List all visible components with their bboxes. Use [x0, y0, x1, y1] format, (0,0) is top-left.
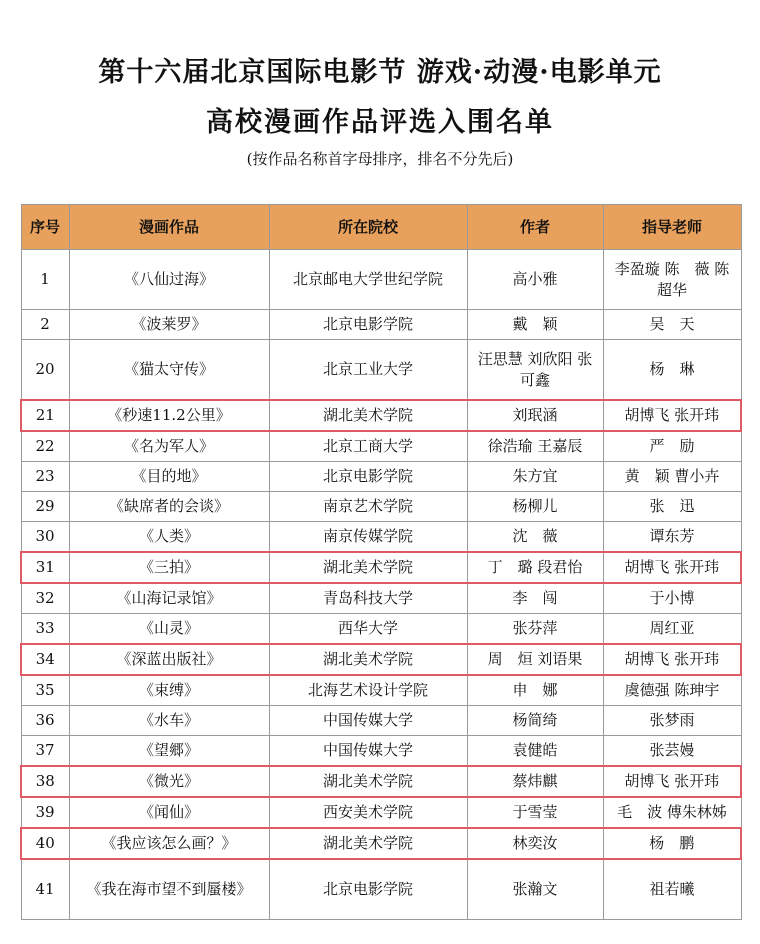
row-school: 北京工业大学	[269, 340, 467, 401]
row-author: 戴 颖	[467, 310, 603, 340]
row-work: 《闻仙》	[69, 797, 269, 828]
row-author: 沈 薇	[467, 522, 603, 553]
row-work: 《八仙过海》	[69, 250, 269, 310]
row-school: 北海艺术设计学院	[269, 675, 467, 706]
table-body	[21, 250, 741, 920]
column-header-work: 漫画作品	[69, 205, 269, 250]
row-work: 《三拍》	[69, 552, 269, 583]
column-header-number: 序号	[21, 205, 69, 250]
row-school: 北京工商大学	[269, 431, 467, 462]
table-row	[21, 706, 741, 736]
row-work: 《波莱罗》	[69, 310, 269, 340]
row-advisor: 张 迅	[603, 492, 741, 522]
row-advisor: 张梦雨	[603, 706, 741, 736]
row-number: 33	[21, 614, 69, 645]
page-subtitle-heading: 高校漫画作品评选入围名单	[206, 107, 554, 138]
row-work: 《微光》	[69, 766, 269, 797]
row-work: 《深蓝出版社》	[69, 644, 269, 675]
row-school: 湖北美术学院	[269, 644, 467, 675]
column-header-author: 作者	[467, 205, 603, 250]
row-work: 《缺席者的会谈》	[69, 492, 269, 522]
row-number: 29	[21, 492, 69, 522]
table-row	[21, 431, 741, 462]
table-row	[21, 583, 741, 614]
row-school: 中国传媒大学	[269, 706, 467, 736]
row-number: 35	[21, 675, 69, 706]
row-author: 杨柳儿	[467, 492, 603, 522]
row-work: 《我在海市望不到蜃楼》	[69, 859, 269, 920]
table-row	[21, 797, 741, 828]
row-author: 蔡炜麒	[467, 766, 603, 797]
row-advisor: 吴 天	[603, 310, 741, 340]
row-number: 38	[21, 766, 69, 797]
page-title: 第十六届北京国际电影节 游戏·动漫·电影单元	[98, 57, 662, 88]
row-advisor: 李盈璇 陈 薇 陈超华	[603, 250, 741, 310]
row-number: 32	[21, 583, 69, 614]
row-author: 林奕汝	[467, 828, 603, 859]
row-author: 杨简绮	[467, 706, 603, 736]
row-work: 《我应该怎么画？》	[69, 828, 269, 859]
row-work: 《望郷》	[69, 736, 269, 767]
row-number: 39	[21, 797, 69, 828]
row-number: 31	[21, 552, 69, 583]
table-row	[21, 250, 741, 310]
table-row	[21, 310, 741, 340]
row-author: 高小雅	[467, 250, 603, 310]
row-number: 40	[21, 828, 69, 859]
row-school: 北京电影学院	[269, 310, 467, 340]
row-school: 西华大学	[269, 614, 467, 645]
page-bottom-edge	[20, 935, 740, 944]
table-row	[21, 340, 741, 401]
row-advisor: 张芸嫚	[603, 736, 741, 767]
row-advisor: 胡博飞 张开玮	[603, 644, 741, 675]
row-author: 周 烜 刘语果	[467, 644, 603, 675]
row-advisor: 杨 琳	[603, 340, 741, 401]
row-advisor: 胡博飞 张开玮	[603, 400, 741, 431]
table-row	[21, 766, 741, 797]
row-advisor: 谭东芳	[603, 522, 741, 553]
row-author: 刘珉涵	[467, 400, 603, 431]
row-author: 徐浩瑜 王嘉辰	[467, 431, 603, 462]
shortlist-table	[20, 204, 742, 920]
row-number: 1	[21, 250, 69, 310]
row-author: 于雪莹	[467, 797, 603, 828]
row-advisor: 胡博飞 张开玮	[603, 766, 741, 797]
row-advisor: 胡博飞 张开玮	[603, 552, 741, 583]
table-row	[21, 462, 741, 492]
row-number: 21	[21, 400, 69, 431]
row-advisor: 周红亚	[603, 614, 741, 645]
row-school: 湖北美术学院	[269, 400, 467, 431]
row-school: 北京电影学院	[269, 462, 467, 492]
table-row	[21, 859, 741, 920]
row-author: 丁 璐 段君怡	[467, 552, 603, 583]
table-header-row	[21, 205, 741, 250]
row-work: 《名为军人》	[69, 431, 269, 462]
row-advisor: 黄 颖 曹小卉	[603, 462, 741, 492]
row-school: 北京电影学院	[269, 859, 467, 920]
row-author: 李 闯	[467, 583, 603, 614]
row-number: 34	[21, 644, 69, 675]
row-number: 2	[21, 310, 69, 340]
row-work: 《山灵》	[69, 614, 269, 645]
row-school: 湖北美术学院	[269, 766, 467, 797]
table-row	[21, 614, 741, 645]
table-row	[21, 675, 741, 706]
table-row	[21, 492, 741, 522]
row-advisor: 虞德强 陈珅宇	[603, 675, 741, 706]
table-row	[21, 828, 741, 859]
row-school: 中国传媒大学	[269, 736, 467, 767]
row-school: 南京艺术学院	[269, 492, 467, 522]
table-row	[21, 522, 741, 553]
row-number: 20	[21, 340, 69, 401]
row-school: 湖北美术学院	[269, 552, 467, 583]
row-school: 西安美术学院	[269, 797, 467, 828]
row-number: 23	[21, 462, 69, 492]
row-advisor: 祖若曦	[603, 859, 741, 920]
row-number: 30	[21, 522, 69, 553]
row-advisor: 于小博	[603, 583, 741, 614]
row-author: 张瀚文	[467, 859, 603, 920]
row-author: 申 娜	[467, 675, 603, 706]
row-work: 《猫太守传》	[69, 340, 269, 401]
row-number: 22	[21, 431, 69, 462]
sort-note: (按作品名称首字母排序，排名不分先后)	[246, 150, 514, 168]
column-header-school: 所在院校	[269, 205, 467, 250]
row-school: 青岛科技大学	[269, 583, 467, 614]
row-author: 张芬萍	[467, 614, 603, 645]
table-row	[21, 552, 741, 583]
row-number: 36	[21, 706, 69, 736]
row-school: 湖北美术学院	[269, 828, 467, 859]
row-work: 《束缚》	[69, 675, 269, 706]
table-row	[21, 644, 741, 675]
row-work: 《水车》	[69, 706, 269, 736]
row-work: 《人类》	[69, 522, 269, 553]
row-work: 《目的地》	[69, 462, 269, 492]
row-number: 37	[21, 736, 69, 767]
row-school: 南京传媒学院	[269, 522, 467, 553]
row-author: 汪思慧 刘欣阳 张可鑫	[467, 340, 603, 401]
row-author: 朱方宜	[467, 462, 603, 492]
row-author: 袁健皓	[467, 736, 603, 767]
table-row	[21, 736, 741, 767]
row-advisor: 严 励	[603, 431, 741, 462]
row-work: 《秒速11.2公里》	[69, 400, 269, 431]
row-school: 北京邮电大学世纪学院	[269, 250, 467, 310]
row-advisor: 杨 鹏	[603, 828, 741, 859]
row-work: 《山海记录馆》	[69, 583, 269, 614]
row-advisor: 毛 波 傅朱林姊	[603, 797, 741, 828]
column-header-advisor: 指导老师	[603, 205, 741, 250]
row-number: 41	[21, 859, 69, 920]
table-row	[21, 400, 741, 431]
